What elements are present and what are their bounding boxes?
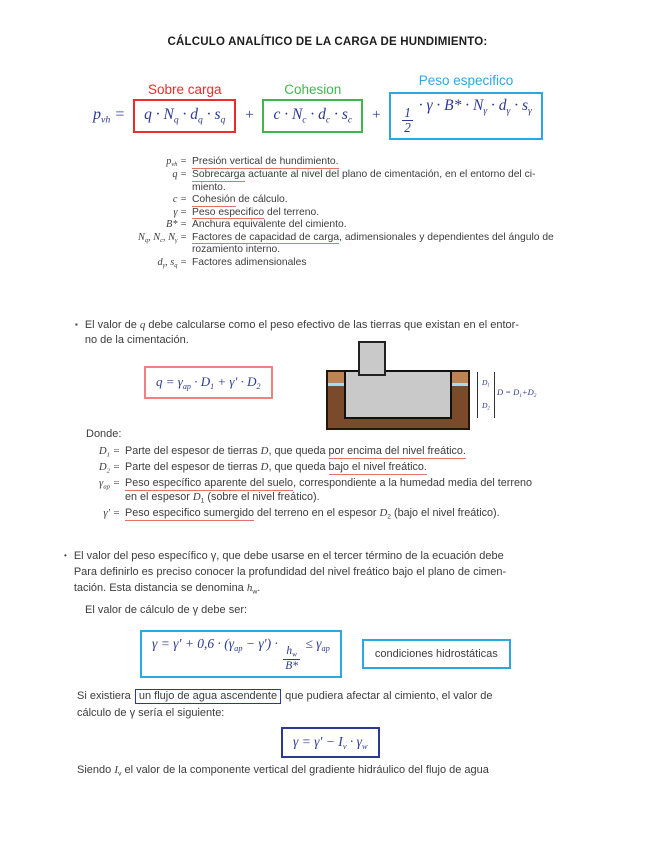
depth-label-d2: $D_2$ (482, 401, 490, 412)
hydrostatic-conditions-label: condiciones hidrostáticas (362, 639, 511, 669)
page-title: CÁLCULO ANALÍTICO DE LA CARGA DE HUNDIMIENTO: (167, 36, 488, 48)
depth-label-d1: $D_1$ (482, 378, 490, 389)
definition-row (90, 460, 605, 476)
donde-heading: Donde: (86, 428, 122, 440)
label-sobrecarga: Sobre carga (147, 82, 222, 98)
symbol-definitions-list (131, 156, 611, 270)
definition-description: Peso especifico sumergido del terreno en el espesor $D_2$ (bajo el nivel freático). (125, 507, 500, 521)
definition-term: $d_\gamma$, $s_q$ = (157, 256, 187, 270)
definition-term: B* = (166, 219, 187, 231)
definition-description: Parte del espesor de tierras D, que queda por encima del nivel freático. (125, 445, 466, 457)
bullet-icon: • (64, 551, 67, 560)
equation-term-surcharge (133, 82, 236, 132)
definition-row (90, 506, 605, 522)
definition-row (131, 219, 611, 232)
donde-definitions-list (90, 444, 605, 522)
depth-dimension-bars (477, 372, 495, 418)
footing-block (344, 370, 452, 419)
definition-row (131, 207, 611, 220)
hydrostatic-formula-row (140, 630, 511, 678)
surcharge-term-formula: $q \cdot N_q \cdot d_q \cdot s_q$ (144, 106, 226, 126)
definition-row (131, 257, 611, 270)
hydrostatic-formula-box: $\gamma = \gamma' + 0,6 \cdot (\gamma_{ap} - \gamma')$ · $\frac{h_w}{B*}$ ≤ $\gamma_{ap}$ (140, 630, 342, 678)
paragraph-gradient-note: Siendo $I_v$ el valor de la componente vertical del gradiente hidráulico del flujo de agua (77, 764, 489, 778)
definition-term: $D_1$ = (98, 445, 120, 459)
bearing-capacity-equation (93, 73, 543, 140)
label-peso-especifico: Peso especifico (418, 73, 514, 88)
gamma-intro-text: El valor de cálculo de γ debe ser: (85, 604, 248, 616)
definition-description: Presión vertical de hundimiento. (192, 156, 339, 167)
cohesion-term-formula: $c \cdot N_c \cdot d_c \cdot s_c$ (273, 106, 353, 126)
specific-weight-term-formula: $\frac{1}{2}$ · $\gamma \cdot B* \cdot N_\gamma \cdot d_\gamma \cdot s_\gamma$ (404, 97, 532, 136)
definition-term: γ = (173, 206, 187, 218)
footing-diagram (325, 341, 555, 436)
definition-term: q = (172, 169, 187, 181)
plus-sign: + (244, 107, 255, 124)
definition-description: Peso específico aparente del suelo, correspondiente a la humedad media del terreno en el espesor $D_1$ (sobre el nivel freático). (125, 477, 532, 505)
column-shaft (358, 341, 386, 376)
definition-description: Sobrecarga actuante al nivel del plano de cimentación, en el entorno del ci- miento. (192, 169, 536, 193)
definition-term: c = (172, 194, 187, 206)
definition-description: Cohesión de cálculo. (192, 194, 288, 206)
definition-row (131, 194, 611, 207)
definition-row (131, 232, 611, 257)
bullet-row (64, 549, 612, 597)
depth-total-label: $D = D_1+D_2$ (497, 387, 537, 399)
definition-term: $\gamma_{ap}$ = (99, 477, 120, 491)
equation-lhs: $p_{vh}$ = (93, 106, 126, 126)
equation-term-specific-weight (389, 73, 543, 140)
plus-sign: + (371, 107, 382, 124)
equation-term-cohesion (262, 82, 363, 132)
label-cohesion: Cohesion (284, 82, 342, 98)
definition-term: $N_q$, $N_c$, $N_\gamma$ = (137, 231, 187, 244)
paragraph-q-text: El valor de q debe calcularse como el peso efectivo de las tierras que existan en el entor- no de la cimentación. (84, 319, 519, 346)
definition-row (90, 444, 605, 460)
definition-row (90, 476, 605, 506)
paragraph-specific-weight (64, 549, 612, 597)
q-formula-box: $q = \gamma_{ap} \cdot D_1 + \gamma' \cdot D_2$ (144, 366, 273, 399)
flow-formula-box: $\gamma = \gamma' - I_v \cdot \gamma_w$ (281, 727, 380, 758)
definition-term: $p_{vh}$ = (166, 156, 187, 169)
definition-description: Anchura equivalente del cimiento. (192, 219, 347, 231)
definition-row (131, 156, 611, 169)
definition-row (131, 169, 611, 194)
bullet-icon: ▪ (75, 320, 78, 329)
definition-description: Peso especifico del terreno. (192, 206, 320, 218)
definition-description: Parte del espesor de tierras D, que queda bajo el nivel freático. (125, 461, 427, 474)
definition-term: γ′ = (103, 507, 120, 520)
definition-description: Factores de capacidad de carga, adimensionales y dependientes del ángulo de rozamiento interno. (192, 231, 554, 256)
definition-description: Factores adimensionales (192, 256, 307, 268)
paragraph-specific-weight-text: El valor del peso específico γ, que debe usarse en el tercer término de la ecuación debe Para definirlo es preciso conocer la profundidad del nivel freático bajo el plano de cimen- tación. Esta distancia se denomina $h_w$. (73, 550, 507, 596)
definition-term: $D_2$ = (98, 461, 120, 475)
paragraph-upward-flow: Si existiera un flujo de agua ascendente que pudiera afectar al cimiento, el valor de cálculo de γ sería el siguiente: (77, 690, 493, 719)
